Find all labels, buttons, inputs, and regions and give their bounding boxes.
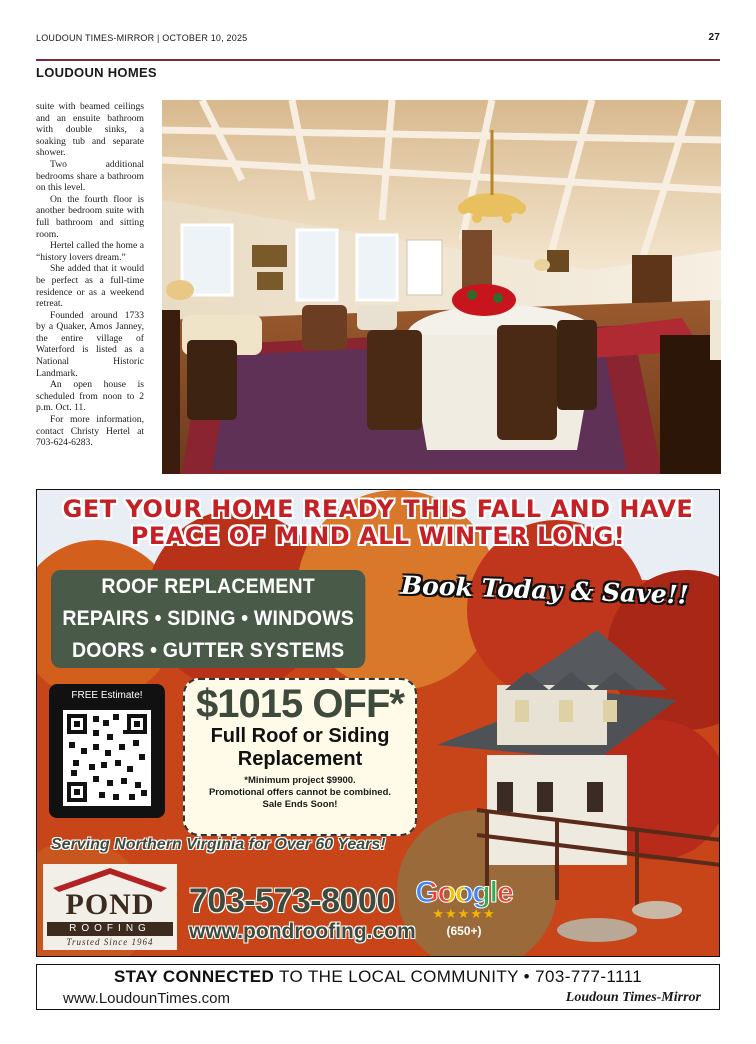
google-wordmark (409, 876, 519, 910)
offer-description: Full Roof or Siding Replacement (210, 725, 390, 770)
footer-tagline-bold: STAY CONNECTED (113, 967, 275, 986)
article-column (36, 101, 144, 449)
phone-number[interactable]: 703-573-8000 (189, 882, 395, 920)
service-line: REPAIRS • SIDING • WINDOWS (62, 607, 354, 630)
fine-print-line: *Minimum project $9900. (244, 775, 356, 786)
footer-tagline (37, 967, 719, 987)
service-line: ROOF REPLACEMENT (101, 575, 315, 598)
offer-fine-print (185, 775, 415, 811)
fine-print-line: Sale Ends Soon! (262, 799, 338, 810)
article-paragraph: suite with beamed ceilings and an ensuite bathroom with double sinks, a soaking tub and separate shower. (36, 101, 144, 159)
footer-brand: Loudoun Times-Mirror (565, 990, 701, 1005)
offer-amount: $1015 OFF* (196, 682, 404, 726)
google-logo-text: Google (415, 876, 513, 909)
article-paragraph: She added that it would be perfect as a full-time residence or as a weekend retreat. (36, 263, 144, 310)
qr-code-panel[interactable] (49, 684, 165, 818)
interior-photo (162, 100, 721, 474)
ad-headline-line-1: GET YOUR HOME READY THIS FALL AND HAVE (62, 495, 694, 523)
service-line: DOORS • GUTTER SYSTEMS (71, 639, 345, 662)
qr-code-icon (63, 710, 151, 806)
footer-website[interactable]: www.LoudounTimes.com (63, 990, 231, 1007)
section-title: LOUDOUN HOMES (36, 65, 157, 80)
page-number: 27 (708, 32, 720, 43)
article-paragraph: Hertel called the home a “history lovers dream.” (36, 240, 144, 263)
google-rating-badge (409, 876, 519, 948)
publication-dateline: LOUDOUN TIMES-MIRROR | OCTOBER 10, 2025 (36, 33, 248, 43)
services-panel (51, 570, 365, 668)
article-paragraph: Two additional bedrooms share a bathroom on this level. (36, 158, 144, 194)
logo-sub: ROOFING (69, 923, 151, 934)
offer-coupon (183, 678, 417, 836)
ad-headline-line-2: PEACE OF MIND ALL WINTER LONG! (130, 522, 626, 550)
pond-roofing-logo (43, 864, 177, 950)
footer-tagline-rest: TO THE LOCAL COMMUNITY • 703-777-1111 (278, 967, 643, 986)
header-rule (36, 59, 720, 61)
star-rating-icon: ★★★★★ (432, 906, 496, 921)
fine-print-line: Promotional offers cannot be combined. (208, 787, 392, 798)
pond-roofing-ad (36, 489, 720, 957)
logo-since: Trusted Since 1964 (66, 937, 154, 947)
ad-headline (37, 496, 719, 550)
article-paragraph: For more information, contact Christy Hertel at 703-624-6283. (36, 414, 144, 449)
article-paragraph: On the fourth floor is another bedroom suite with full bathroom and sitting room. (36, 193, 144, 240)
footer-banner (36, 964, 720, 1010)
serving-tagline: Serving Northern Virginia for Over 60 Years! (51, 836, 386, 853)
page-header (36, 33, 720, 47)
article-paragraph: An open house is scheduled from noon to 2 p.m. Oct. 11. (36, 379, 144, 414)
qr-label: FREE Estimate! (71, 690, 143, 701)
website-link[interactable]: www.pondroofing.com (189, 920, 416, 943)
article-paragraph: Founded around 1733 by a Quaker, Amos Janney, the entire village of Waterford is listed as a National Historic Landmark. (36, 309, 144, 379)
book-today-callout: Book Today & Save!! (400, 570, 690, 610)
logo-name: POND (65, 888, 155, 921)
review-count: (650+) (446, 924, 482, 938)
